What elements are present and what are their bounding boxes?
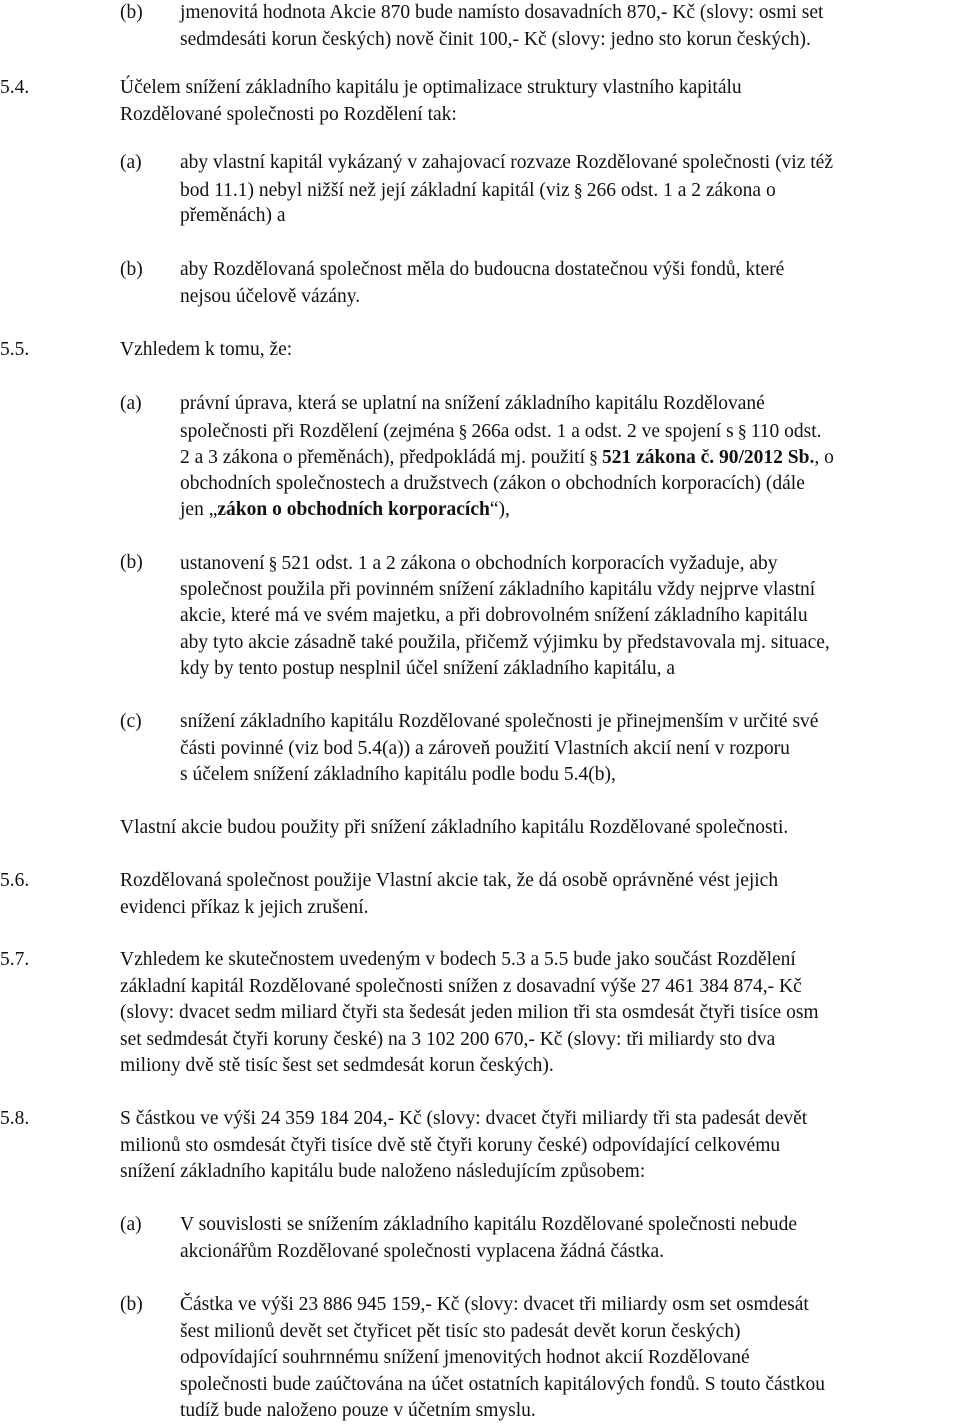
item-letter: (a) (120, 393, 142, 414)
text-line: základní kapitál Rozdělované společnosti snížen z dosavadní výše 27 461 384 874,- Kč (120, 975, 802, 997)
text-line (180, 177, 833, 204)
text-line: přeměnách) a (180, 205, 286, 226)
item-letter: (c) (120, 711, 142, 732)
item-c-text (180, 709, 818, 789)
item-letter: (b) (120, 1294, 143, 1315)
item-b-text (180, 1292, 825, 1425)
item-letter: (a) (120, 152, 142, 173)
text-span: 521 odst. 1 a 2 zákona o obchodních korporacích vyžaduje, aby (281, 553, 778, 574)
text-line: miliony dvě stě tisíc šest set sedmdesát korun českých). (120, 1055, 554, 1076)
text-span: “), (489, 499, 510, 520)
text-line: tudíž bude naloženo pouze v účetním smyslu. (180, 1400, 536, 1421)
text-line (180, 418, 834, 445)
text-line: milionů sto osmdesát čtyři tisíce dvě stě čtyři koruny české) odpovídající celkovému (120, 1134, 781, 1156)
text-line: sedmdesáti korun českých) nově činit 100,- Kč (slovy: jedno sto korun českých). (180, 28, 811, 50)
section-text (120, 1106, 807, 1186)
item-letter: (a) (120, 1214, 142, 1235)
text-line (180, 497, 834, 524)
item-letter: (b) (120, 2, 143, 23)
text-line (180, 444, 834, 471)
text-line: kdy by tento postup nesplnil účel snížení základního kapitálu, a (180, 658, 675, 679)
text-line: Vlastní akcie budou použity při snížení základního kapitálu Rozdělované společnosti. (120, 817, 789, 838)
item-a-text (180, 150, 833, 230)
text-line: Vzhledem k tomu, že: (120, 339, 293, 360)
item-text (180, 0, 823, 53)
text-line: Rozdělované společnosti po Rozdělení tak: (120, 103, 457, 125)
text-span: jen „ (180, 499, 218, 520)
text-line: Částka ve výši 23 886 945 159,- Kč (slovy: dvacet tři miliardy osm set osmdesát (180, 1294, 809, 1315)
text-line: Vzhledem ke skutečnostem uvedeným v bodech 5.3 a 5.5 bude jako součást Rozdělení (120, 949, 796, 970)
text-span: 110 odst. (750, 420, 822, 442)
text-line: jmenovitá hodnota Akcie 870 bude namísto dosavadních 870,- Kč (slovy: osmi set (180, 2, 824, 23)
text-span: 266a odst. 1 a odst. 2 ve spojení s (471, 420, 734, 442)
section-symbol: § (268, 553, 278, 573)
section-number: 5.5. (0, 339, 30, 360)
section-5-5 (0, 337, 960, 847)
text-line: nejsou účelově vázány. (180, 285, 361, 307)
text-span: 266 odst. 1 a 2 zákona o (586, 179, 776, 201)
text-line: evidenci příkaz k jejich zrušení. (120, 896, 369, 918)
section-5-7 (0, 947, 960, 1080)
item-b-text (180, 550, 830, 683)
text-line: části povinné (viz bod 5.4(a)) a zároveň použití Vlastních akcií není v rozporu (180, 737, 790, 759)
section-symbol: § (458, 420, 468, 441)
section-text (120, 337, 292, 364)
text-line: společnosti bude zaúčtována na účet ostatních kapitálových fondů. S touto částkou (180, 1373, 825, 1395)
text-line: akcie, které má ve svém majetku, a při dobrovolném snížení základního kapitálu (180, 605, 808, 626)
section-text (120, 75, 742, 128)
section-5-8 (0, 1106, 960, 1426)
text-span: společnosti při Rozdělení (zejména (180, 420, 455, 442)
section-symbol: § (573, 179, 583, 200)
section-text (120, 947, 819, 1080)
text-line: společnost použila při povinném snížení základního kapitálu vždy nejprve vlastní (180, 578, 816, 600)
text-line: právní úprava, která se uplatní na snížení základního kapitálu Rozdělované (180, 393, 765, 414)
text-line: šest milionů devět set čtyřicet pět tisíc sto padesát devět korun českých) (180, 1320, 741, 1342)
item-b-text (180, 257, 784, 310)
text-span: , o (814, 447, 834, 468)
item-letter: (b) (120, 552, 143, 573)
section-number: 5.7. (0, 949, 30, 970)
text-line: (slovy: dvacet sedm miliard čtyři sta šedesát jeden milion tři sta osmdesát čtyři tisíce osm (120, 1002, 819, 1023)
section-symbol: § (589, 447, 599, 467)
section-5-6 (0, 868, 960, 921)
text-line: set sedmdesát čtyři koruny české) na 3 102 200 670,- Kč (slovy: tři miliardy sto dva (120, 1028, 776, 1050)
text-line: Rozdělovaná společnost použije Vlastní akcie tak, že dá osobě oprávněné vést jejich (120, 870, 779, 891)
text-line: snížení základního kapitálu bude naloženo následujícím způsobem: (120, 1161, 646, 1182)
text-line: akcionářům Rozdělované společnosti vyplacena žádná částka. (180, 1240, 665, 1262)
text-line: obchodních společnostech a družstvech (zákon o obchodních korporacích) (dále (180, 472, 805, 494)
text-line: odpovídající souhrnnému snížení jmenovitých hodnot akcií Rozdělované (180, 1347, 750, 1368)
section-number: 5.8. (0, 1108, 30, 1129)
text-line: Účelem snížení základního kapitálu je optimalizace struktury vlastního kapitálu (120, 77, 742, 98)
item-letter: (b) (120, 259, 143, 280)
text-span: ustanovení (180, 553, 265, 574)
section-symbol: § (737, 420, 747, 441)
section-number: 5.6. (0, 870, 30, 891)
section-5-4 (0, 75, 960, 305)
text-line: aby Rozdělovaná společnost měla do budoucna dostatečnou výši fondů, které (180, 259, 785, 280)
item-a-text (180, 1212, 797, 1265)
defined-term: zákon o obchodních korporacích (217, 499, 490, 520)
item-a-text (180, 391, 834, 524)
text-line (180, 550, 830, 577)
item-b-nominal-value (0, 0, 960, 53)
text-span: bod 11.1) nebyl nižší než její základní kapitál (viz (180, 179, 570, 201)
text-line: s účelem snížení základního kapitálu podle bodu 5.4(b), (180, 764, 616, 785)
section-text (120, 868, 778, 921)
text-line: aby tyto akcie zásadně také použila, přičemž výjimku by představovala mj. situace, (180, 631, 830, 653)
section-number: 5.4. (0, 77, 30, 98)
text-span-bold: 521 zákona č. 90/2012 Sb. (602, 447, 815, 468)
text-line: snížení základního kapitálu Rozdělované společnosti je přinejmenším v určité své (180, 711, 819, 732)
text-span: 2 a 3 zákona o přeměnách), předpokládá mj. použití (180, 447, 586, 468)
text-line: S částkou ve výši 24 359 184 204,- Kč (slovy: dvacet čtyři miliardy tři sta padesát devět (120, 1108, 808, 1129)
text-line: aby vlastní kapitál vykázaný v zahajovací rozvaze Rozdělované společnosti (viz též (180, 152, 833, 173)
conclusion-text (120, 815, 788, 842)
text-line: V souvislosti se snížením základního kapitálu Rozdělované společnosti nebude (180, 1214, 798, 1235)
